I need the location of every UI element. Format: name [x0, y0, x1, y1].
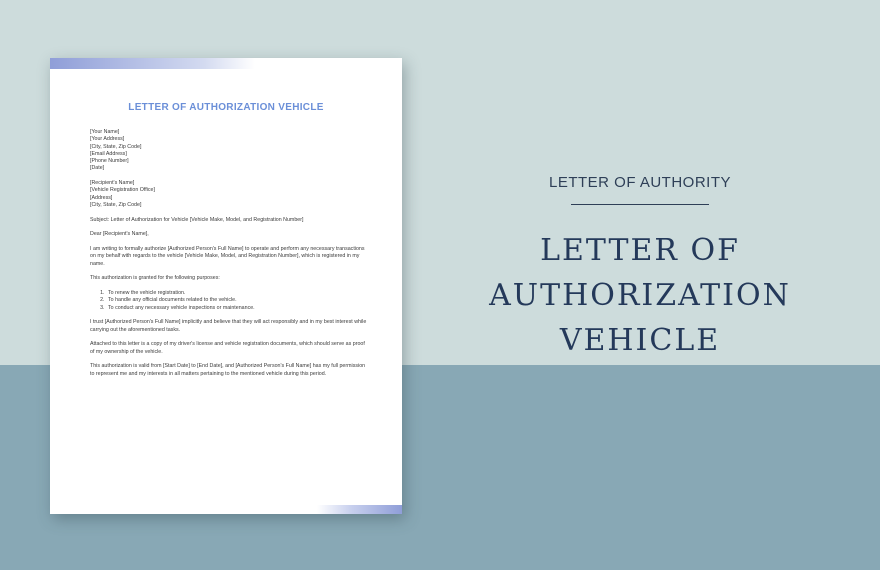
list-item: 3. To conduct any necessary vehicle inspections or maintenance. [106, 305, 368, 312]
body-paragraph: This authorization is valid from [Start Date] to [End Date], and [Authorized Person's Full Name] has my full permission to represent me and my interests in all matters pertaining to the mentioned vehicle during this period. [90, 363, 366, 377]
sender-line: [Your Name] [90, 129, 120, 135]
top-accent-bar [50, 58, 255, 69]
purposes-list [90, 290, 368, 312]
document-title: LETTER OF AUTHORIZATION VEHICLE [128, 102, 324, 113]
recipient-line: [City, State, Zip Code] [90, 202, 142, 209]
sender-line: [Email Address] [90, 150, 127, 157]
sender-block [90, 129, 368, 173]
body-paragraph: I am writing to formally authorize [Authorized Person's Full Name] to operate and perform any necessary transactions on my behalf with regards to the vehicle [Vehicle Make, Model, and Registration Number], which is registered in my name. [90, 246, 365, 267]
sender-line: [City, State, Zip Code] [90, 143, 142, 150]
list-item: 2. To handle any official documents related to the vehicle. [106, 297, 368, 304]
body-paragraph: Attached to this letter is a copy of my driver's license and vehicle registration documents, which should serve as proof of my ownership of the vehicle. [90, 341, 365, 355]
recipient-line: [Vehicle Registration Office] [90, 187, 155, 194]
sender-line: [Date] [90, 165, 105, 172]
side-title-line: VEHICLE [559, 323, 721, 358]
side-title-line: LETTER OF [540, 233, 740, 268]
sender-line: [Your Address] [90, 136, 125, 143]
divider-line [571, 204, 709, 205]
sender-line: [Phone Number] [90, 158, 129, 165]
subject-line: Subject: Letter of Authorization for Vehicle [Vehicle Make, Model, and Registration Number] [90, 216, 304, 223]
letter-document [50, 58, 402, 514]
recipient-block [90, 180, 368, 209]
body-paragraph: I trust [Authorized Person's Full Name] implicitly and believe that they will act responsibly and in my best interest while carrying out the aforementioned tasks. [90, 319, 367, 333]
document-body [90, 129, 368, 385]
salutation: Dear [Recipient's Name], [90, 231, 149, 238]
list-item: 1. To renew the vehicle registration. [106, 290, 368, 297]
recipient-line: [Address] [90, 194, 113, 201]
bottom-accent-bar [317, 505, 402, 514]
side-title-line: AUTHORIZATION [489, 278, 791, 313]
recipient-line: [Recipient's Name] [90, 180, 135, 187]
side-title [480, 228, 800, 363]
purposes-intro: This authorization is granted for the following purposes: [90, 275, 220, 282]
side-subtitle: LETTER OF AUTHORITY [548, 174, 731, 191]
